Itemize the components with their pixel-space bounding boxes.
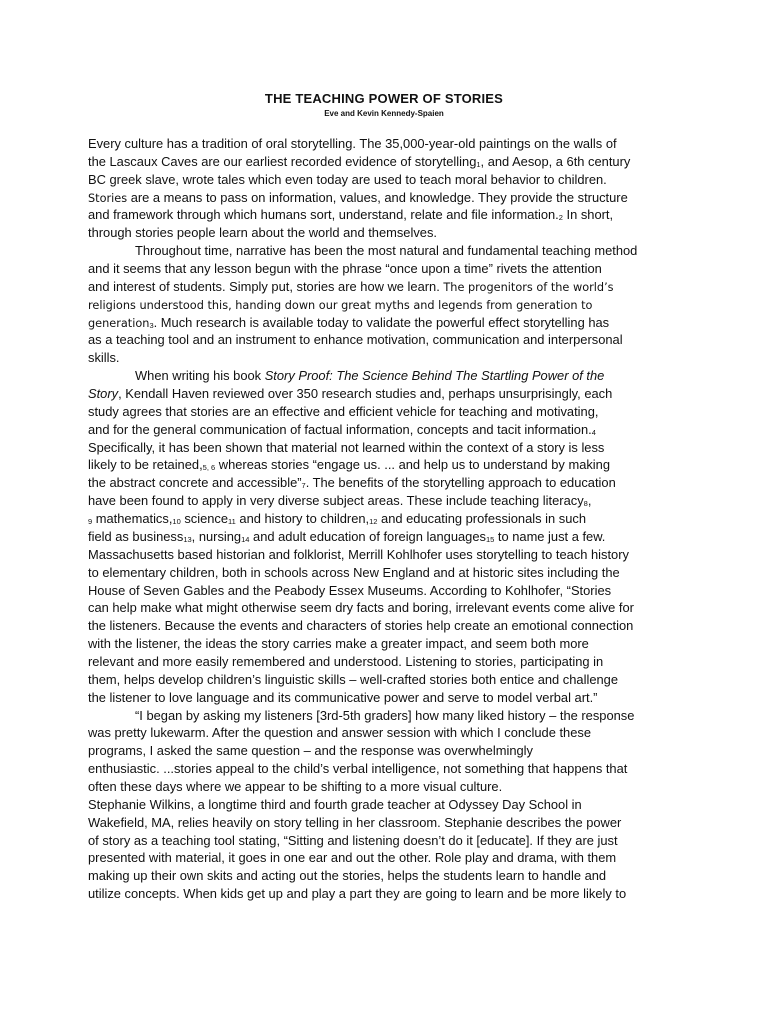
body-line: the listeners. Because the events and characters of stories help create an emotional connection <box>88 618 634 634</box>
document-title: THE TEACHING POWER OF STORIES <box>264 91 504 106</box>
body-line: Wakefield, MA, relies heavily on story telling in her classroom. Stephanie describes the power <box>88 814 622 830</box>
body-line: with the listener, the ideas the story carries make a greater impact, and seem both more <box>88 636 589 652</box>
body-line: relevant and more easily remembered and understood. Listening to stories, participating in <box>88 653 604 669</box>
body-line: and framework through which humans sort, understand, relate and file $information._2$ In short, <box>88 207 614 223</box>
body-line: likely to be $retained,_{5, 6}$ whereas stories “engage us. ... and help us to understand by making <box>88 457 611 473</box>
body-line: can help make what might otherwise seem dry facts and boring, irrelevant events come alive for <box>88 600 634 616</box>
body-line: Throughout time, narrative has been the most natural and fundamental teaching method <box>135 243 638 259</box>
body-line: the abstract concrete and $accessible”_7$. The benefits of the storytelling approach to education <box>88 475 616 491</box>
body-line: and interest of students. Simply put, stories are how we learn. The progenitors of the world’s <box>88 278 614 294</box>
body-line: generation$_3$. Much research is available today to validate the powerful effect storytelling has <box>88 314 610 330</box>
body-line: as a teaching tool and an instrument to enhance motivation, communication and interpersonal <box>88 332 623 348</box>
body-line: making up their own skits and acting out the stories, helps the students learn to handle and <box>88 868 607 884</box>
body-line: field as business$_{13}$, nursing$_{14}$ and adult education of foreign languages$_{15}$ to name just a few. <box>88 528 606 544</box>
body-line: study agrees that stories are an effective and efficient vehicle for teaching and motivating, <box>88 403 599 419</box>
body-line: $_9$ $mathematics,_{10}$ science$_{11}$ and history to $children,_{12}$ and educating professionals in such <box>88 511 587 527</box>
body-line: BC greek slave, wrote tales which even today are used to teach moral behavior to children. <box>88 171 607 187</box>
body-line: of story as a teaching tool stating, “Sitting and listening doesn’t do it [educate]. If they are just <box>88 832 618 848</box>
body-line: programs, I asked the same question – and the response was overwhelmingly <box>88 743 533 759</box>
body-line: religions understood this, handing down our great myths and legends from generation to <box>88 298 593 312</box>
body-line: and for the general communication of factual information, concepts and tacit $information._4$ <box>88 421 596 437</box>
body-line: Every culture has a tradition of oral storytelling. The 35,000-year-old paintings on the walls of <box>88 136 617 151</box>
body-line: them, helps develop children’s linguistic skills – well-crafted stories both entice and challenge <box>88 671 618 687</box>
document-authors: Eve and Kevin Kennedy-Spaien <box>324 109 444 118</box>
body-line: Massachusetts based historian and folklorist, Merrill Kohlhofer uses storytelling to teach history <box>88 546 629 562</box>
body-line: Specifically, it has been shown that material not learned within the context of a story is less <box>88 439 605 455</box>
body-line: Stephanie Wilkins, a longtime third and fourth grade teacher at Odyssey Day School in <box>88 796 582 812</box>
body-line: House of Seven Gables and the Peabody Essex Museums. According to Kohlhofer, “Stories <box>88 582 612 598</box>
body-line: utilize concepts. When kids get up and play a part they are going to learn and be more likely to <box>88 886 627 902</box>
body-line: the Lascaux Caves are our earliest recorded evidence of storytelling$_1$, and Aesop, a 6th century <box>88 153 631 169</box>
body-line: skills. <box>88 350 120 366</box>
body-line: presented with material, it goes in one ear and out the other. Role play and drama, with them <box>88 850 617 866</box>
body-line: through stories people learn about the world and themselves. <box>88 225 437 241</box>
body-line: “I began by asking my listeners [3rd-5th graders] how many liked history – the response <box>135 707 635 723</box>
body-line: When writing his book Story Proof: The Science Behind The Startling Power of the <box>135 368 605 384</box>
body-line: enthusiastic. ...stories appeal to the child’s verbal intelligence, not something that happens that <box>88 761 628 777</box>
body-line: the listener to love language and its communicative power and serve to model verbal art.” <box>88 689 598 705</box>
body-line: have been found to apply in very diverse subject areas. These include teaching literacy$_8$, <box>88 493 592 509</box>
body-line: Story, Kendall Haven reviewed over 350 research studies and, perhaps unsurprisingly, each <box>88 386 613 402</box>
body-line: was pretty lukewarm. After the question and answer session with which I conclude these <box>88 725 591 741</box>
body-line: Stories are a means to pass on information, values, and knowledge. They provide the structure <box>88 189 628 205</box>
body-line: and it seems that any lesson begun with the phrase “once upon a time” rivets the attention <box>88 261 602 277</box>
body-line: to elementary children, both in schools across New England and at historic sites including the <box>88 564 620 580</box>
body-line: often these days where we appear to be shifting to a more visual culture. <box>88 778 503 794</box>
